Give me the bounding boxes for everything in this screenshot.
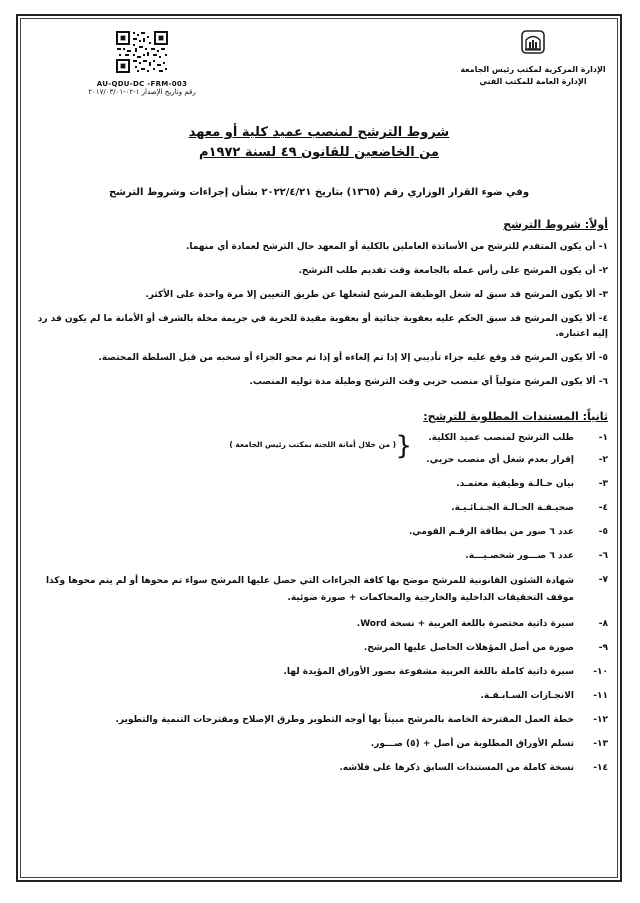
title-line-1: شروط الترشح لمنصب عميد كلية أو معهد xyxy=(188,125,450,140)
document-item-number: ٣- xyxy=(598,479,608,489)
qr-code-block xyxy=(82,30,202,96)
document-item-text: بيان حـالـة وظيفية معتمـد. xyxy=(456,479,574,489)
title-line-2: من الخاضعين للقانون ٤٩ لسنة ١٩٧٢م xyxy=(199,145,439,160)
document-item-text: سيرة ذاتية مختصرة باللغة العربية + نسخة Word. xyxy=(356,619,574,629)
document-item xyxy=(30,573,608,607)
document-item-text: خطة العمل المقترحة الخاصة بالمرشح مبيناً بها أوجه التطوير وطرق الإصلاح ومقترحات التنمية والتطوير. xyxy=(115,715,574,725)
documents-list xyxy=(26,431,612,775)
qr-code-icon xyxy=(115,30,169,74)
document-item-text: الانجـازات السـابـقـة. xyxy=(480,691,574,701)
document-item-number: ١٢- xyxy=(593,715,608,725)
condition-item: ١- أن يكون المتقدم للترشح من الأساتذة العاملين بالكلية أو المعهد حال الترشح لعمادة أي منهما. xyxy=(185,242,608,252)
document-page xyxy=(26,24,612,872)
document-item-number: ١- xyxy=(598,433,608,443)
issue-number-date: رقم وتاريخ الإصدار ١-٠٢-٢٠١٧/٠٣/٠١ xyxy=(88,88,196,96)
condition-item: ٦- ألا يكون المرشح متولياً أي منصب حزبي وقت الترشح وطيلة مدة توليه المنصب. xyxy=(249,377,608,387)
document-item-text: صورة من أصل المؤهلات الحاصل عليها المرشح. xyxy=(363,643,574,653)
document-item-text: إقرار بعدم شغل أي منصب حزبي. xyxy=(426,455,574,465)
university-logo-block xyxy=(458,28,608,88)
document-item-number: ٤- xyxy=(598,503,608,513)
document-item xyxy=(30,689,608,703)
document-item xyxy=(30,501,608,515)
document-item xyxy=(30,665,608,679)
document-item-number: ٦- xyxy=(598,551,608,561)
brace-group xyxy=(26,431,612,467)
document-item-number: ١٣- xyxy=(593,739,608,749)
document-item xyxy=(30,549,608,563)
document-item-number: ٧- xyxy=(598,575,608,585)
document-item xyxy=(30,477,608,491)
document-item-number: ٢- xyxy=(598,455,608,465)
document-item xyxy=(30,525,608,539)
document-item-text: نسخة كاملة من المستندات السابق ذكرها على فلاشه. xyxy=(339,763,574,773)
documents-heading: ثانياً: المستندات المطلوبة للترشح: xyxy=(423,410,608,423)
document-title xyxy=(26,123,612,163)
document-item xyxy=(30,761,608,775)
curly-brace-icon: { xyxy=(395,431,412,461)
document-header xyxy=(26,24,612,119)
intro-paragraph: وفي ضوء القرار الوزاري رقم (١٣٦٥) بتاريخ ٢٠٢٢/٤/٢١ بشأن إجراءات وشروط الترشح xyxy=(108,187,530,198)
condition-item: ٥- ألا يكون المرشح قد وقع عليه جزاء تأديبي إلا إذا تم إلغاءه أو إذا تم محو الجزاء أو سحبه من قبل السلطة المختصة. xyxy=(98,353,608,363)
org-name-line-1: الإدارة المركزية لمكتب رئيس الجامعة xyxy=(460,65,606,74)
document-item-number: ١٠- xyxy=(593,667,608,677)
document-item xyxy=(30,617,608,631)
brace-note: ( من خلال أمانة اللجنة بمكتب رئيس الجامعة ) xyxy=(229,440,396,449)
condition-item: ٤- ألا يكون المرشح قد سبق الحكم عليه بعقوبة جنائية أو بعقوبة مقيدة للحرية في جريمة مخلة بالشرف أو الأمانة ما لم يكون قد رد إليه اعتباره. xyxy=(37,314,608,339)
document-item xyxy=(30,713,608,727)
document-item-text: عدد ٦ صور من بطاقة الرقـم القومي. xyxy=(408,527,574,537)
document-item-text: سيرة ذاتية كاملة باللغة العربية مشفوعة بصور الأوراق المؤيدة لها. xyxy=(283,667,574,677)
document-item-text: طلب الترشح لمنصب عميد الكلية. xyxy=(428,433,574,443)
org-name-line-2: الإدارة العامة للمكتب الفني xyxy=(479,77,587,86)
document-item xyxy=(30,453,608,467)
university-logo-icon xyxy=(519,28,547,56)
document-item-number: ٨- xyxy=(598,619,608,629)
document-item-number: ١٤- xyxy=(593,763,608,773)
document-item-text: عدد ٦ صـــور شخصـيـــة. xyxy=(465,551,574,561)
document-item xyxy=(30,737,608,751)
document-item xyxy=(30,641,608,655)
condition-item: ٢- أن يكون المرشح على رأس عمله بالجامعة وقت تقديم طلب الترشح. xyxy=(298,266,608,276)
document-item-number: ١١- xyxy=(593,691,608,701)
document-item-number: ٩- xyxy=(598,643,608,653)
conditions-heading: أولاً: شروط الترشح xyxy=(503,218,608,231)
document-item-text: صحيـفـة الحـالـة الجـنـائـيـة. xyxy=(451,503,574,513)
document-item-number: ٥- xyxy=(598,527,608,537)
document-item-text: تسلم الأوراق المطلوبة من أصل + (٥) صـــور. xyxy=(370,739,574,749)
condition-item: ٣- ألا يكون المرشح قد سبق له شغل الوظيفة المرشح لشغلها عن طريق التعيين إلا مرة واحدة على الأكثر. xyxy=(145,290,608,300)
document-item-text: شهادة الشئون القانونية للمرشح موضح بها كافة الجزاءات التي حصل عليها المرشح سواء تم محوها أو لم يتم محوها وكذا موقف التحقيقات الداخلية والخارجية والمحاكمات + صورة ضوئية. xyxy=(45,576,574,603)
form-code: AU-QDU-DC -FRM-003 xyxy=(96,80,188,88)
